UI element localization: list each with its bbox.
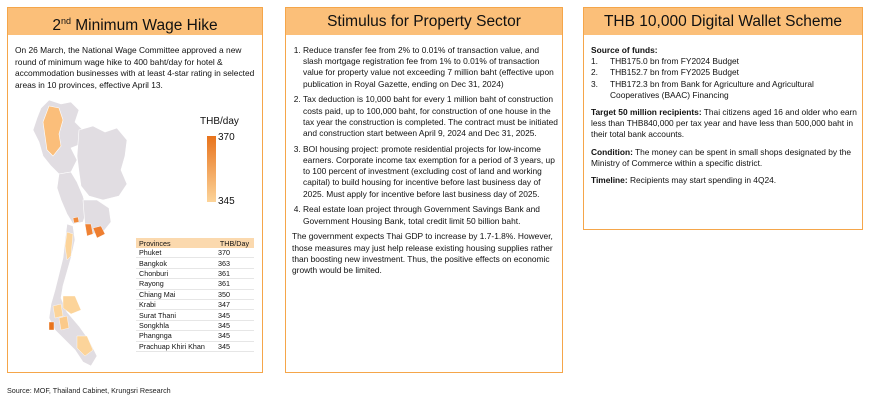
table-row: [136, 258, 254, 268]
table-row: [136, 341, 254, 351]
wage-value-cell: 345: [215, 331, 254, 341]
table-row: [136, 320, 254, 330]
province-name-cell: Prachuap Khiri Khan: [136, 341, 215, 351]
province-name-cell: Surat Thani: [136, 310, 215, 320]
province-name-cell: Phuket: [136, 248, 215, 258]
timeline-label: Timeline:: [591, 175, 628, 186]
list-item: [591, 79, 859, 101]
list-item: [591, 56, 859, 67]
table-header-thb-day: THB/Day: [215, 238, 254, 248]
wage-value-cell: 345: [215, 320, 254, 330]
list-number: 2.: [591, 67, 598, 78]
list-item: [591, 67, 859, 78]
province-name-cell: Bangkok: [136, 258, 215, 268]
property-stimulus-body: [292, 45, 558, 276]
province-name-cell: Chonburi: [136, 268, 215, 278]
province-name-cell: Krabi: [136, 299, 215, 309]
map-province-bangkok: [73, 217, 79, 223]
list-item: 4. Real estate loan project through Government Savings Bank and Government Housing Bank, total credit limit 50 billion baht.: [303, 204, 558, 226]
map-province-prachuap: [65, 232, 73, 260]
table-row: [136, 299, 254, 309]
funds-list: [591, 56, 859, 101]
wage-value-cell: 361: [215, 268, 254, 278]
condition-paragraph: [591, 147, 859, 169]
list-item: 1. Reduce transfer fee from 2% to 0.01% of transaction value, and slash mortgage registration fee from 1% to 0.01% of transaction value for property value not exceeding 7 million baht (effective upon publication in Royal Gazette, ending on Dec 31, 2024): [303, 45, 558, 90]
property-stimulus-panel: [285, 7, 563, 373]
wage-value-cell: 370: [215, 248, 254, 258]
minimum-wage-panel: [7, 7, 263, 373]
thailand-map: [31, 100, 131, 368]
list-item: 3. BOI housing project: promote residential projects for low-income earners. Corporate income tax exemption for a period of 3 years, up to 100 percent of investment (excluding cost of land and working capital) to build housing for incentive before last business day of 2025. Must apply for incentive before last business day of 2025.: [303, 144, 558, 200]
timeline-paragraph: [591, 175, 859, 186]
wage-value-cell: 347: [215, 299, 254, 309]
digital-wallet-panel: [583, 7, 863, 230]
list-text: THB152.7 bn from FY2025 Budget: [610, 67, 739, 78]
table-row: [136, 268, 254, 278]
legend-title: THB/day: [200, 116, 239, 127]
wage-value-cell: 363: [215, 258, 254, 268]
table-header-row: [136, 238, 254, 248]
table-row: [136, 331, 254, 341]
table-row: [136, 248, 254, 258]
wage-value-cell: 345: [215, 341, 254, 351]
map-province-phangnga: [53, 304, 63, 318]
title-superscript: nd: [60, 16, 71, 26]
province-name-cell: Songkhla: [136, 320, 215, 330]
table-header-provinces: Provinces: [136, 238, 215, 248]
table-row: [136, 310, 254, 320]
legend-max-value: 370: [218, 132, 235, 143]
title-text: Minimum Wage Hike: [70, 17, 218, 35]
condition-label: Condition:: [591, 146, 633, 157]
list-number: 1.: [591, 56, 598, 67]
minimum-wage-description: On 26 March, the National Wage Committee approved a new round of minimum wage hike to 400 baht/day for hotel & accommodation businesses with at least 4-star rating in selected areas in 10 provinces, effective April 13.: [15, 45, 255, 90]
table-row: [136, 279, 254, 289]
minimum-wage-title: [8, 8, 262, 35]
source-note: Source: MOF, Thailand Cabinet, Krungsri Research: [7, 386, 171, 395]
list-text: THB172.3 bn from Bank for Agriculture and Agricultural Cooperatives (BAAC) Financing: [610, 78, 814, 100]
property-stimulus-title: Stimulus for Property Sector: [286, 8, 562, 35]
funds-label: Source of funds:: [591, 45, 658, 55]
legend-color-scale: [207, 136, 216, 202]
digital-wallet-body: [591, 45, 859, 192]
map-province-krabi: [59, 316, 69, 330]
list-number: 3.: [591, 78, 598, 89]
stimulus-measures-list: [292, 45, 558, 227]
legend-min-value: 345: [218, 196, 235, 207]
list-text: THB175.0 bn from FY2024 Budget: [610, 56, 739, 67]
province-name-cell: Chiang Mai: [136, 289, 215, 299]
timeline-text: Recipients may start spending in 4Q24.: [627, 175, 777, 186]
target-text: Thai citizens aged 16 and older who earn less than THB840,000 per tax year and have less than 500,000 baht in their total bank accounts.: [591, 107, 857, 140]
digital-wallet-title: THB 10,000 Digital Wallet Scheme: [584, 8, 862, 35]
map-region-northeast: [77, 126, 127, 200]
condition-text: The money can be spent in small shops designated by the Ministry of Commerce within a specific district.: [591, 146, 852, 168]
target-paragraph: [591, 107, 859, 141]
province-name-cell: Rayong: [136, 279, 215, 289]
province-wage-table: [136, 238, 254, 352]
table-row: [136, 289, 254, 299]
wage-value-cell: 361: [215, 279, 254, 289]
list-item: 2. Tax deduction is 10,000 baht for every 1 million baht of construction costs paid, up to 100,000 baht, for construction of one house in the tax year the construction is completed. The contract must be initiated and construction start between April 9, 2024 and Dec 31, 2025.: [303, 94, 558, 139]
wage-value-cell: 350: [215, 289, 254, 299]
map-province-phuket: [49, 322, 54, 330]
province-name-cell: Phangnga: [136, 331, 215, 341]
wage-value-cell: 345: [215, 310, 254, 320]
stimulus-conclusion: The government expects Thai GDP to increase by 1.7-1.8%. However, those measures may just help release existing housing supplies rather than boosting new investment. Thus, the positive effects on economic growth would be limited.: [292, 231, 553, 276]
target-label: Target 50 million recipients:: [591, 107, 702, 118]
title-number: 2: [52, 17, 61, 35]
